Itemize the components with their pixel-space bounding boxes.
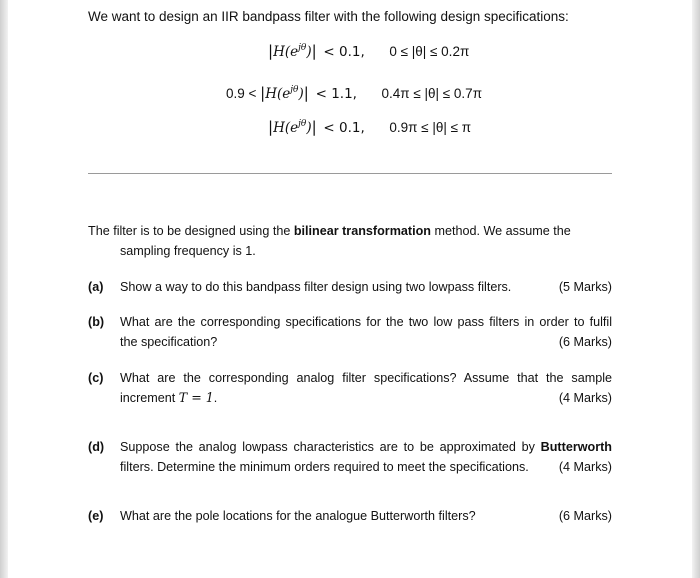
question-b-line-1: What are the corresponding specifications for the two low pass filters in order to fulfil	[120, 315, 612, 329]
page-edge-left	[0, 0, 8, 578]
spec-1-h: H(e	[273, 44, 299, 60]
question-b-marks: (6 Marks)	[558, 335, 612, 349]
method-line-2: sampling frequency is 1.	[120, 244, 256, 258]
spec-row-3: $|H(e^{j\theta})| < 0.1$, 0.9π ≤ |θ| ≤ π	[268, 118, 472, 136]
question-d-marks: (4 Marks)	[558, 460, 612, 474]
question-c-math: T = 1	[178, 390, 214, 405]
question-d-line-2: filters. Determine the minimum orders required to meet the specifications.	[120, 460, 529, 474]
question-c-line-2: increment T = 1.	[120, 390, 218, 405]
question-d-line-1: Suppose the analog lowpass characteristics are to be approximated by Butterworth	[120, 440, 612, 454]
spec-2-bound: < 1.1,	[315, 86, 357, 102]
spec-3-h: H(e	[273, 120, 299, 136]
spec-row-2: $0.9 < |H(e^{j\theta})| < 1.1$, 0.4π ≤ |θ| ≤ 0.7π	[226, 84, 483, 102]
question-a-marks: (5 Marks)	[558, 280, 612, 294]
spec-3-range: 0.9π ≤ |θ| ≤ π	[389, 120, 472, 135]
question-c-marks: (4 Marks)	[558, 391, 612, 405]
spec-row-1: $|H(e^{j\theta})| < 0.1$, 0 ≤ |θ| ≤ 0.2π	[268, 42, 470, 60]
spec-2-range: 0.4π ≤ |θ| ≤ 0.7π	[381, 86, 483, 101]
method-bold-term: bilinear transformation	[293, 224, 431, 238]
question-e-label: (e)	[88, 509, 104, 523]
question-d	[88, 437, 612, 477]
question-c	[88, 368, 612, 408]
spec-1-bound: < 0.1,	[323, 44, 365, 60]
intro-text: We want to design an IIR bandpass filter with the following design specifications:	[88, 9, 569, 24]
method-paragraph: The filter is to be designed using the bilinear transformation method. We assume the sampling frequency is 1.	[88, 221, 612, 261]
question-e-marks: (6 Marks)	[558, 509, 612, 523]
question-c-line-1: What are the corresponding analog filter specifications? Assume that the sample	[120, 371, 612, 385]
question-a-label: (a)	[88, 280, 104, 294]
spec-2-prefix: 0.9 <	[226, 86, 257, 101]
question-b-label: (b)	[88, 315, 105, 329]
spec-2-h: H(e	[265, 86, 291, 102]
question-d-bold-term: Butterworth	[540, 440, 612, 454]
question-e	[88, 506, 612, 526]
question-e-text: What are the pole locations for the analogue Butterworth filters?	[120, 509, 476, 523]
page-edge-right	[692, 0, 700, 578]
question-a-text: Show a way to do this bandpass filter design using two lowpass filters.	[120, 280, 512, 294]
question-b-line-2: the specification?	[120, 335, 218, 349]
question-c-label: (c)	[88, 371, 104, 385]
question-d-label: (d)	[88, 440, 105, 454]
question-a	[88, 277, 612, 297]
section-divider	[88, 173, 612, 174]
spec-1-range: 0 ≤ |θ| ≤ 0.2π	[389, 44, 470, 59]
question-b	[88, 312, 612, 352]
spec-3-bound: < 0.1,	[323, 120, 365, 136]
